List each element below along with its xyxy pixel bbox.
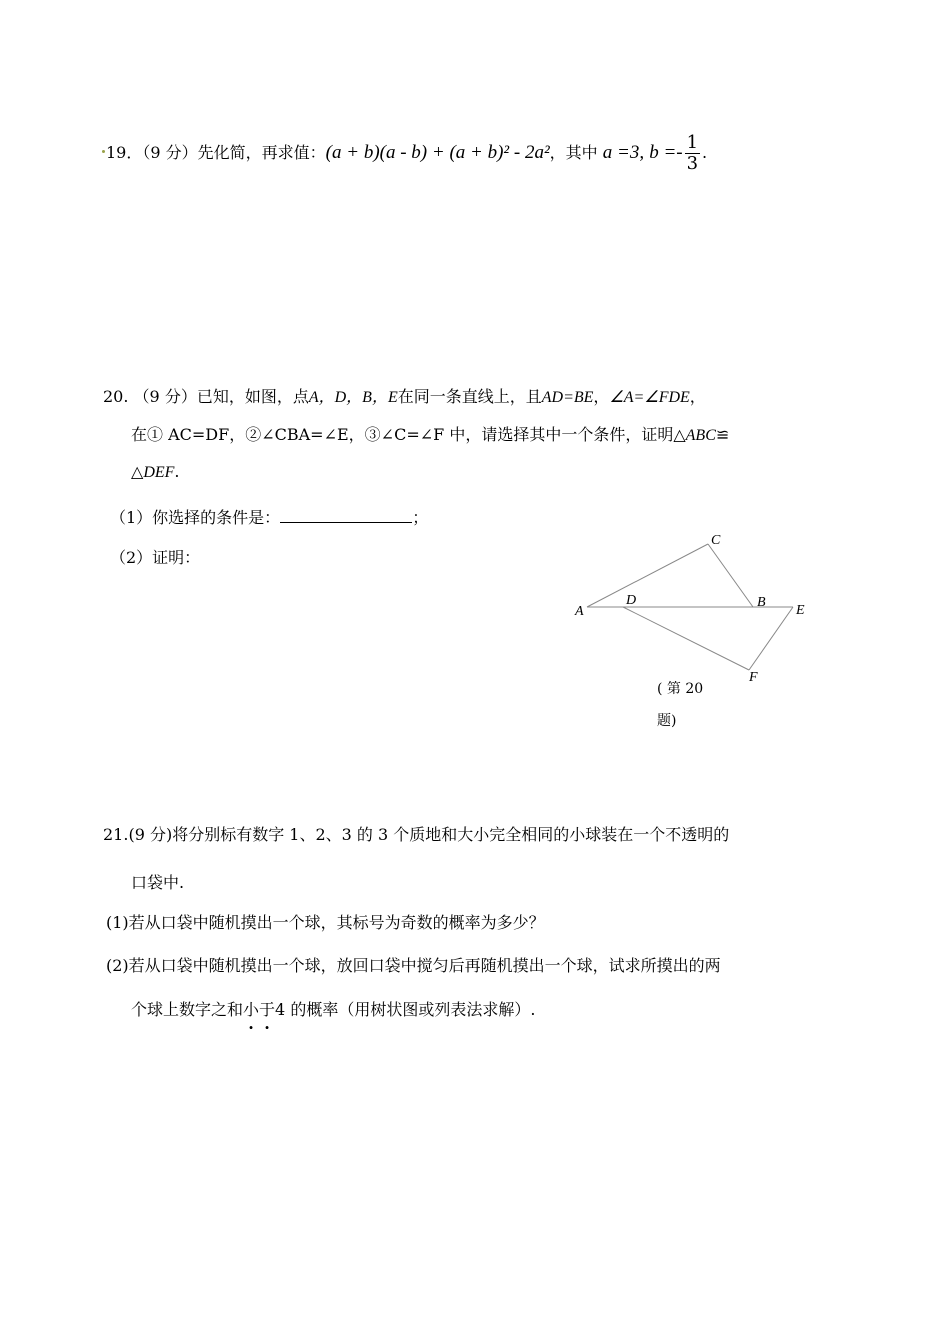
figure-caption-2: 题) <box>657 713 677 729</box>
figure-caption-1: ( 第 20 <box>657 681 704 697</box>
q20-period: . <box>174 462 180 481</box>
q20-score: （9 分） <box>133 387 197 406</box>
q20-part2-label: （2）证明： <box>110 548 201 567</box>
q20-line1-text-a: 已知，如图，点 <box>196 387 309 406</box>
q20-points: A，D，B，E <box>308 389 398 406</box>
segment-df <box>623 607 749 670</box>
segment-fe <box>749 607 793 670</box>
q19-score: （9 分） <box>142 143 198 162</box>
q20-answer-blank[interactable] <box>280 506 412 523</box>
q19-frac-den: 3 <box>686 153 699 174</box>
q21-line-5 <box>131 997 535 1020</box>
label-d: D <box>626 593 637 608</box>
q20-line-3 <box>131 462 180 482</box>
q20-abc: ABC <box>685 427 716 444</box>
q20-triangle-symbol: △ <box>131 462 144 481</box>
q20-def: DEF <box>143 464 175 481</box>
q19-cond-a: a =3, <box>602 142 645 163</box>
q21-line-2: 口袋中. <box>131 873 185 892</box>
q19-prompt: 先化简，再求值： <box>197 143 326 162</box>
label-b: B <box>757 595 766 610</box>
q21-part-1: (1)若从口袋中随机摸出一个球，其标号为奇数的概率为多少？ <box>106 913 545 932</box>
q20-figure <box>560 525 820 685</box>
q19-number: 19． <box>106 143 143 162</box>
label-c: C <box>711 533 721 548</box>
q19-frac-num: 1 <box>686 132 699 153</box>
q20-comma-2: ， <box>689 387 706 406</box>
question-19 <box>106 133 707 174</box>
q20-congruent: ≌ <box>715 425 730 444</box>
q19-fraction <box>685 133 700 174</box>
q20-part-1 <box>110 505 428 528</box>
label-f: F <box>749 670 758 685</box>
q20-line2-text: 在① AC=DF，②∠CBA=∠E，③∠C=∠F 中，请选择其中一个条件，证明△ <box>131 425 686 444</box>
q20-number: 20. <box>103 387 129 406</box>
q20-part1-label: （1）你选择的条件是： <box>110 508 281 527</box>
segment-ac <box>587 544 708 607</box>
label-a: A <box>575 604 584 619</box>
q19-where: ，其中 <box>549 143 598 162</box>
q21-line-1: 21.(9 分)将分别标有数字 1、2、3 的 3 个质地和大小完全相同的小球装在一个不透明的 <box>103 825 730 844</box>
q20-part-2 <box>110 545 200 568</box>
q21-emphasis-2: 于 <box>259 1000 276 1019</box>
q20-comma-1: ， <box>593 387 610 406</box>
q21-line5-text-a: 个球上数字之和 <box>131 1000 244 1019</box>
q21-emphasis-1: 小 <box>243 1000 260 1019</box>
margin-dot <box>102 150 105 153</box>
q20-eq-angle: ∠A=∠FDE <box>609 389 690 406</box>
q20-line-2 <box>131 422 729 445</box>
q20-line-1 <box>103 384 706 407</box>
q21-line5-text-b: 4 的概率（用树状图或列表法求解）. <box>275 1000 536 1019</box>
q21-part-2: (2)若从口袋中随机摸出一个球，放回口袋中搅匀后再随机摸出一个球，试求所摸出的两 <box>106 956 721 975</box>
label-e: E <box>796 603 805 618</box>
q19-end: . <box>702 143 708 162</box>
q20-part1-end: ； <box>412 508 429 527</box>
q20-eq-ad-be: AD=BE <box>541 389 594 406</box>
q20-line1-text-b: 在同一条直线上，且 <box>397 387 542 406</box>
q19-cond-b: b =- <box>649 142 683 163</box>
segment-cb <box>708 544 753 607</box>
q19-expression: (a + b)(a - b) + (a + b)² - 2a² <box>325 142 550 163</box>
